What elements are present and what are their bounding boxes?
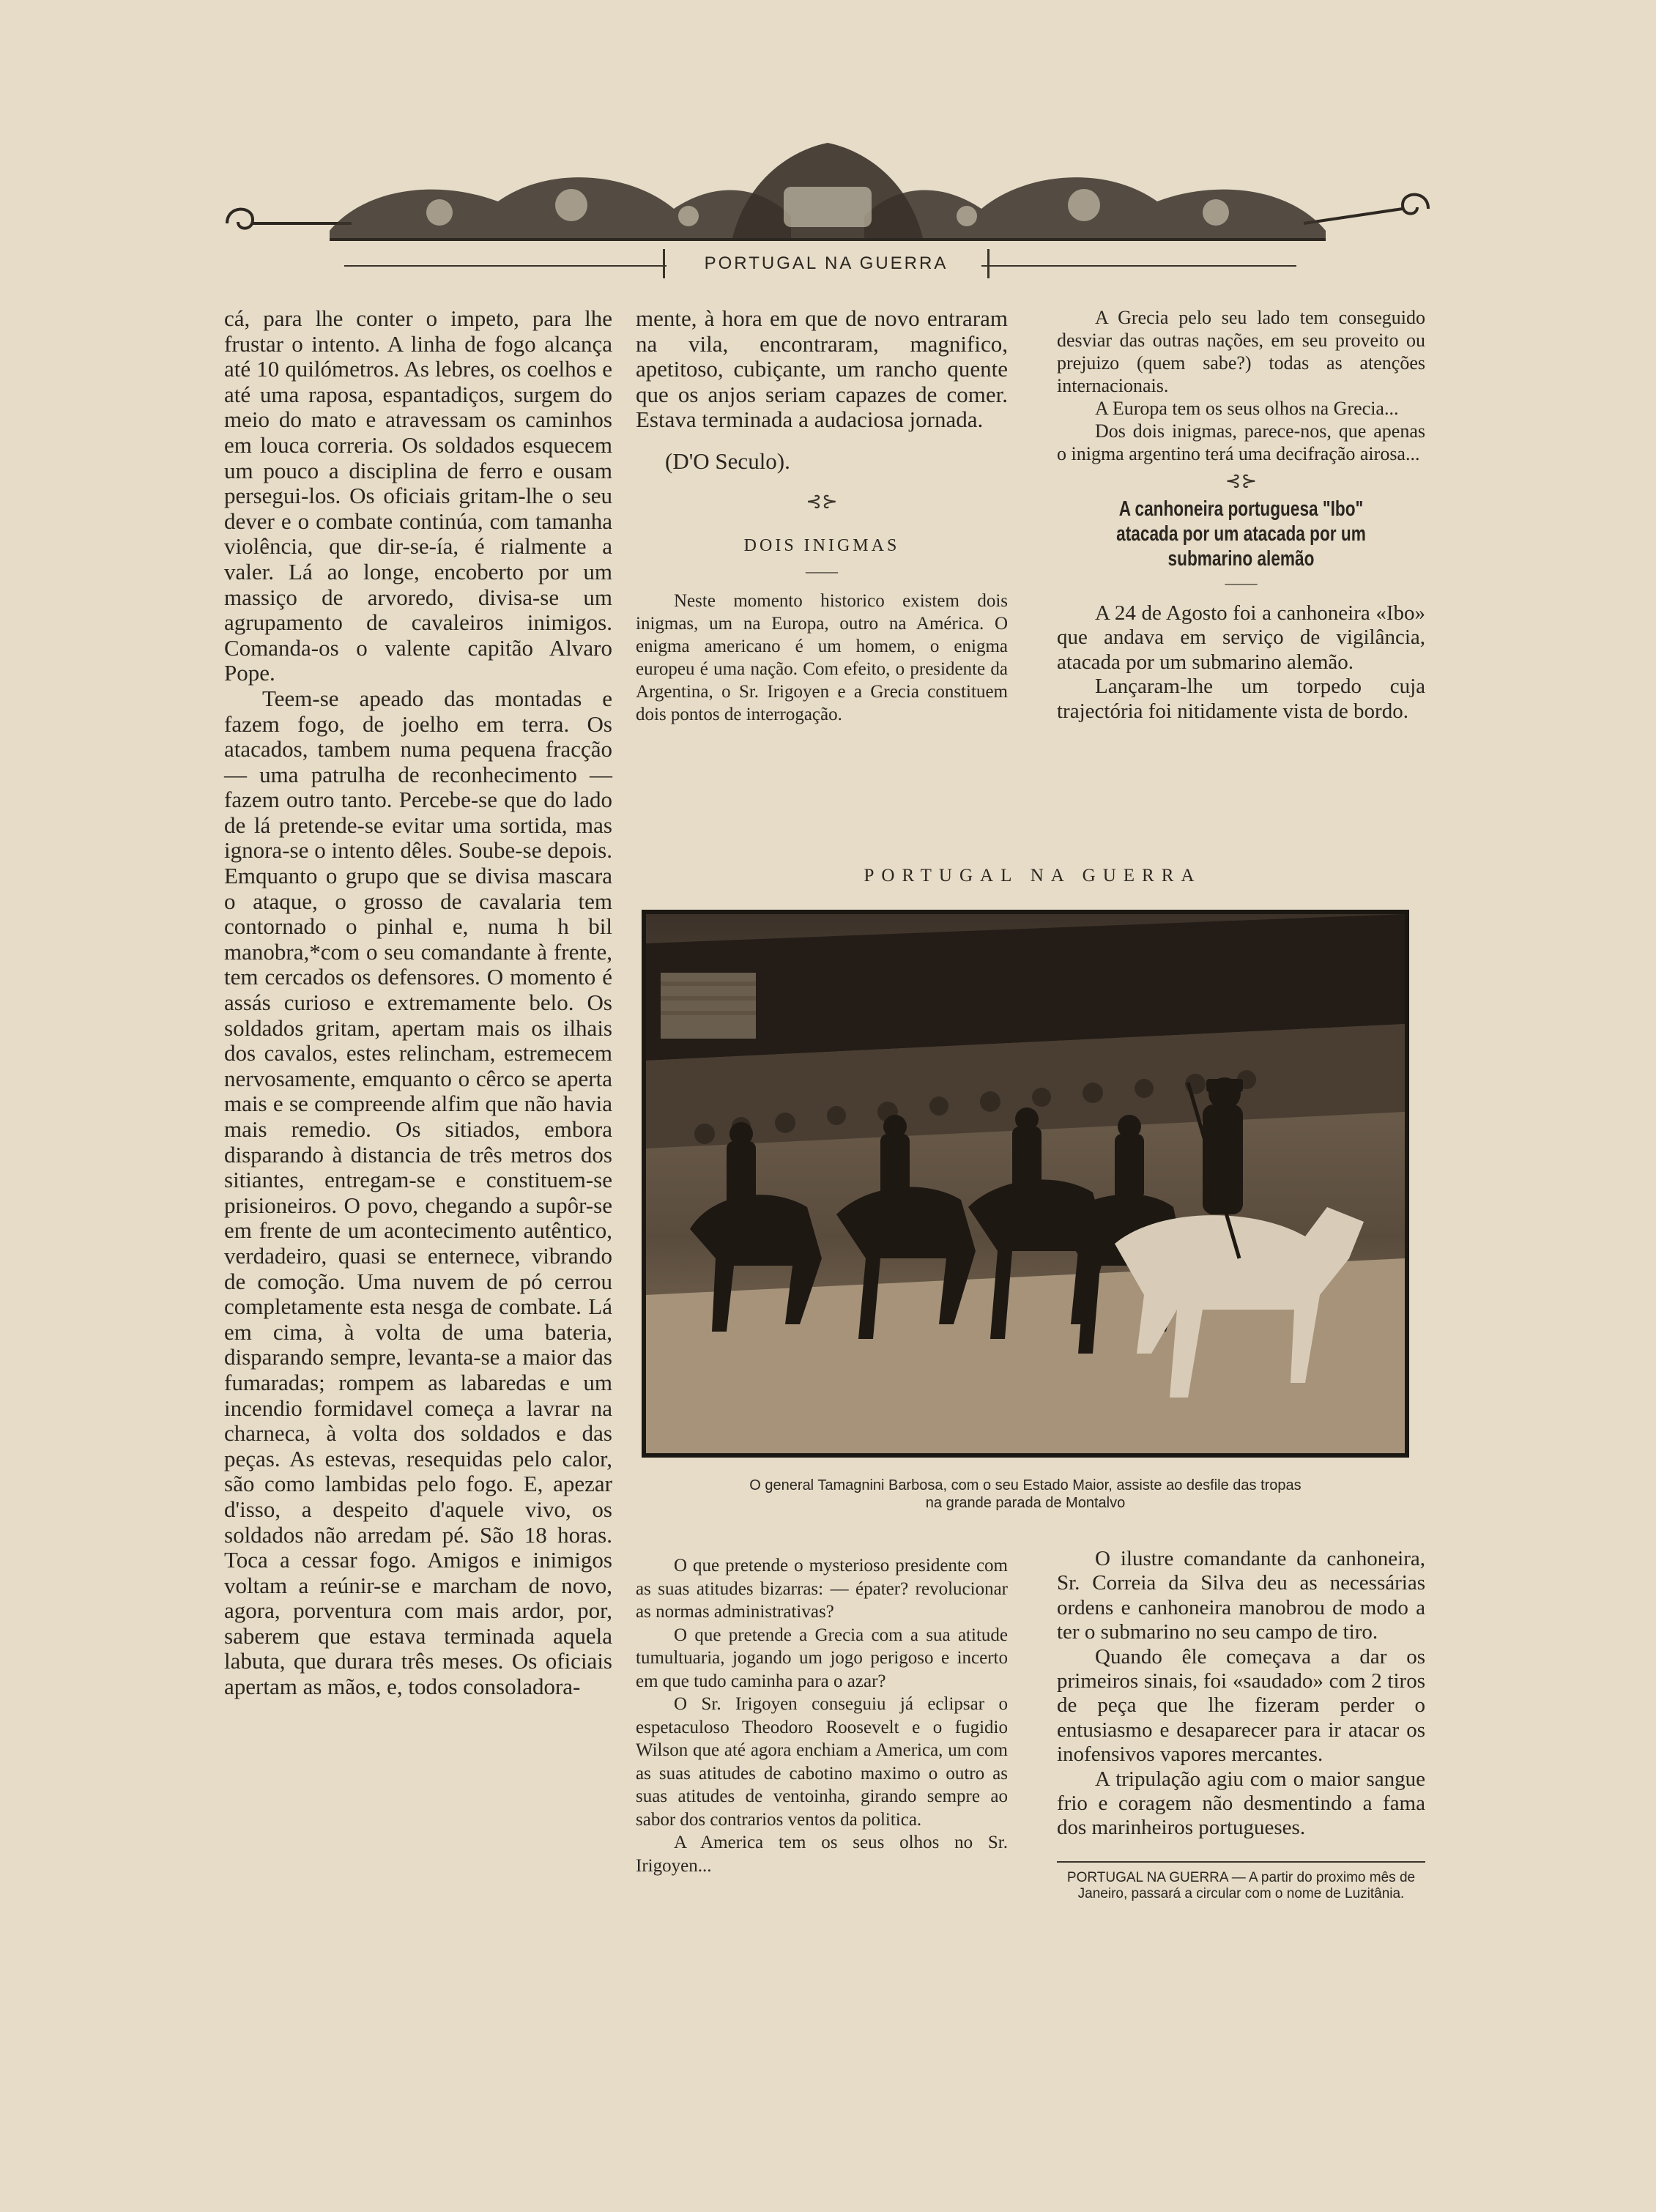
article-paragraph: A tripulação agiu com o maior sangue frio e coragem não desmentindo a fama dos marinheiros portugueses. [1057,1767,1425,1840]
article-paragraph: Lançaram-lhe um torpedo cuja trajectória foi nitidamente vista de bordo. [1057,675,1425,723]
column-5 [1057,1547,1425,1902]
fleuron-divider-icon: ⊰⊱ [1225,470,1258,491]
title-dash: —— [1225,574,1258,592]
header-rule-left [344,265,667,267]
article-paragraph: mente, à hora em que de novo entraram na vila, encontraram, magnifico, apetitoso, cubiçante, um rancho quente que os anjos seriam capazes de comer. Estava terminada a audaciosa jornada. [636,305,1008,433]
column-3 [1057,306,1425,724]
article-paragraph: Neste momento historico existem dois inigmas, um na Europa, outro na América. O enigma americano é um homem, o enigma europeu é uma nação. Com efeito, o presidente da Argentina, o Sr. Irigoyen e a Grecia constituem dois pontos de interrogação. [636,591,1008,725]
header-title: PORTUGAL NA GUERRA [663,249,989,278]
article-paragraph: A Europa tem os seus olhos na Grecia... [1095,398,1399,419]
article-paragraph: Teem-se apeado das montadas e fazem fogo, de joelho em terra. Os atacados, tambem numa pequena fracção — uma patrulha de reconhecimento — fazem outro tanto. Percebe-se que do lado de lá pretende-se evitar uma sortida, mas ignora-se o intento dêles. Soube-se depois. Emquanto o grupo que se divisa mascara o ataque, o grosso de cavalaria tem contornado o pinhal e, numa h bil manobra,*com o seu comandante à frente, tem cercados os defensores. O momento é assás curioso e extremamente belo. Os soldados gritam, apertam mais os ilhais dos cavalos, estes relincham, estremecem nervosamente, emquanto o cêrco se aperta mais e se compreende alfim que não havia mais remedio. Os sitiados, embora disparando à distancia de três metros dos sitiantes, entregam-se e constituem-se prisioneiros. O povo, chegando a supôr-se em frente de um acontecimento autêntico, verdadeiro, quasi se enternece, vibrando de comoção. Uma nuvem de pó cerrou completamente esta nesga de combate. Lá em cima, à volta de uma bateria, disparando sempre, levanta-se a maior das fumaradas; rompem as labaredas e um incendio formidavel começa a lavrar na charneca, à volta dos soldados e das peças. As estevas, resequidas pelo calor, são como lambidas pelo fogo. E, apezar d'isso, a despeito d'aquele vivo, os soldados não arredam pé. São 18 horas. Toca a cessar fogo. Amigos e inimigos voltam a reúnir-se e marcham de novo, agora, porventura com mais ardor, por, saberem que estava terminada aquela labuta, que durara três meses. Os oficiais apertam as mãos, e, todos consoladora- [224,685,612,1700]
article-title: A canhoneira portuguesa "Ibo" atacada por um atacada por um submarino alemão [1116,497,1366,571]
cavalry-parade-photo [642,910,1409,1458]
article-paragraph: O que pretende a Grecia com a sua atitude tumultuaria, jogando um jogo perigoso e incerto em que tudo caminha para o azar? [636,1625,1008,1691]
column-2 [636,306,1008,726]
article-paragraph: A America tem os seus olhos no Sr. Irigoyen... [636,1833,1008,1876]
publication-note: PORTUGAL NA GUERRA — A partir do proximo mês de Janeiro, passará a circular com o nome de Luzitânia. [1066,1869,1416,1901]
article-paragraph: O ilustre comandante da canhoneira, Sr. Correia da Silva deu as necessárias ordens e canhoneira manobrou de modo a ter o submarino no seu campo de tiro. [1057,1547,1425,1644]
caption-line-1: O general Tamagnini Barbosa, com o seu Estado Maior, assiste ao desfile das tropas [749,1477,1302,1493]
note-divider [1057,1861,1425,1863]
photo-caption [642,1477,1409,1512]
article-title: DOIS INIGMAS [743,536,900,556]
fleuron-divider-icon: ⊰⊱ [806,490,838,512]
article-paragraph: O que pretende o mysterioso presidente com as suas atitudes bizarras: — épater? revolucionar as normas administrativas? [636,1556,1008,1622]
column-1 [224,306,612,1700]
title-dash: —— [806,561,838,580]
article-paragraph: cá, para lhe conter o impeto, para lhe frustar o intento. A linha de fogo alcança até 10 quilómetros. As lebres, os coelhos e até uma raposa, espantadiços, surgem do meio do mato e atravessam os caminhos em louca correria. Os soldados esquecem um pouco a disciplina de ferro e ousam persegui-los. Os oficiais gritam-lhe o seu dever e o combate continúa, com tamanha violência, que dir-se-ía, é rialmente a valer. Lá ao longe, encoberto por um massiço de arvoredo, divisa-se um agrupamento de cavaleiros inimigos. Comanda-os o valente capitão Alvaro Pope. [224,305,612,686]
column-4 [636,1554,1008,1877]
article-paragraph: O Sr. Irigoyen conseguiu já eclipsar o espetaculoso Theodoro Roosevelt e o fugidio Wilson que até agora enchiam a America, um com as suas atitudes de cabotino maximo o outro as suas atitudes de ventoinha, girando sempre ao sabor dos contrarios ventos da politica. [636,1694,1008,1830]
article-paragraph: Dos dois inigmas, parece-nos, que apenas o inigma argentino terá uma decifração airosa... [1057,420,1425,464]
header-rule-right [981,265,1296,267]
floral-header-ornament-icon [220,136,1436,260]
article-paragraph: Quando êle começava a dar os primeiros sinais, foi «saudado» com 2 tiros de peça que lhe fizeram perder o entusiasmo e desaparecer para ir atacar os inofensivos vapores mercantes. [1057,1644,1425,1767]
article-source: (D'O Seculo). [665,448,790,474]
caption-line-2: na grande parada de Montalvo [925,1495,1126,1511]
photo-section-title: PORTUGAL NA GUERRA [864,866,1202,886]
article-paragraph: A Grecia pelo seu lado tem conseguido desviar das outras nações, em seu proveito ou prejuizo (quem sabe?) todas as atenções internacionais. [1057,307,1425,396]
article-paragraph: A 24 de Agosto foi a canhoneira «Ibo» que andava em serviço de vigilância, atacada por um submarino alemão. [1057,601,1425,674]
photo-illustration-icon [646,914,1405,1453]
